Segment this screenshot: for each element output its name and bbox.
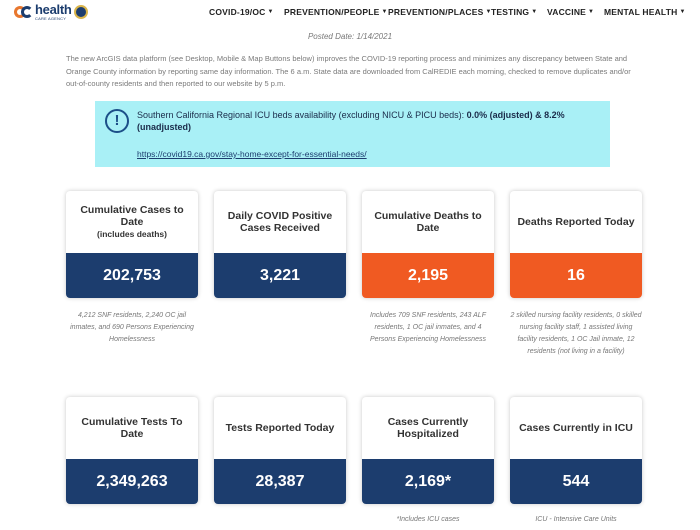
caret-down-icon: ▼ bbox=[267, 9, 274, 15]
card-daily-positive-cases bbox=[214, 191, 346, 298]
card-value: 2,195 bbox=[362, 253, 494, 298]
card-title: Cumulative Deaths to Date bbox=[374, 210, 482, 234]
caret-down-icon: ▼ bbox=[588, 9, 595, 15]
nav-item-prevention-people[interactable]: PREVENTION/PEOPLE ▼ bbox=[284, 7, 388, 17]
card-value: 544 bbox=[510, 459, 642, 504]
card-value: 2,169* bbox=[362, 459, 494, 504]
card-subtitle: (includes deaths) bbox=[97, 229, 167, 239]
top-navigation bbox=[0, 0, 700, 24]
logo-subtitle: CARE AGENCY bbox=[35, 16, 67, 21]
alert-bold-value: 0.0% (adjusted) & 8.2% (unadjusted) bbox=[137, 110, 565, 132]
stay-home-link[interactable]: https://covid19.ca.gov/stay-home-except-for-essential-needs/ bbox=[137, 149, 367, 159]
note-deaths-today: 2 skilled nursing facility residents, 0 skilled nursing facility staff, 1 assisted living facility residents, 1 OC Jail inmate, 12 residents (not living in a facility) bbox=[510, 312, 642, 355]
exclamation-circle-icon: ! bbox=[105, 109, 129, 133]
nav-item-mental-health[interactable]: MENTAL HEALTH ▼ bbox=[604, 7, 686, 17]
caret-down-icon: ▼ bbox=[485, 9, 492, 15]
card-title: Daily COVID Positive Cases Received bbox=[227, 210, 333, 234]
alert-text: Southern California Regional ICU beds availability (excluding NICU & PICU beds): 0.0% (adjusted) & 8.2% (unadjusted) bbox=[137, 110, 565, 132]
card-title: Cumulative Cases to Date bbox=[80, 204, 184, 228]
nav-item-covid19-oc[interactable]: COVID-19/OC ▼ bbox=[209, 7, 274, 17]
card-value: 16 bbox=[510, 253, 642, 298]
nav-item-testing[interactable]: TESTING ▼ bbox=[491, 7, 538, 17]
caret-down-icon: ▼ bbox=[679, 9, 686, 15]
card-deaths-today bbox=[510, 191, 642, 298]
card-hospitalized bbox=[362, 397, 494, 504]
card-value: 28,387 bbox=[214, 459, 346, 504]
caret-down-icon: ▼ bbox=[531, 9, 538, 15]
note-cumulative-deaths: Includes 709 SNF residents, 243 ALF residents, 1 OC jail inmates, and 4 Persons Experiencing Homelessness bbox=[370, 312, 486, 343]
icu-alert-box bbox=[95, 101, 610, 167]
logo-word: health bbox=[35, 2, 72, 17]
card-value: 2,349,263 bbox=[66, 459, 198, 504]
card-cumulative-deaths bbox=[362, 191, 494, 298]
card-title: Cumulative Tests To Date bbox=[81, 416, 183, 440]
intro-paragraph: The new ArcGIS data platform (see Desktop, Mobile & Map Buttons below) improves the COVID-19 reporting process and minimizes any discrepancy between State and Orange County information by reporting same day information. The 6 a.m. State data are downloaded from CalREDIE each morning, checked to remove duplicates and/or out-of-county residents and then reported to our website by 5 p.m. bbox=[66, 54, 631, 88]
note-cumulative-cases: 4,212 SNF residents, 2,240 OC jail inmates, and 690 Persons Experiencing Homelessness bbox=[70, 312, 194, 343]
card-value: 3,221 bbox=[214, 253, 346, 298]
note-icu: ICU - Intensive Care Units bbox=[535, 516, 617, 523]
logo-mark-icon bbox=[14, 4, 34, 20]
nav-item-prevention-places[interactable]: PREVENTION/PLACES ▼ bbox=[388, 7, 492, 17]
caret-down-icon: ▼ bbox=[381, 9, 388, 15]
card-cumulative-tests bbox=[66, 397, 198, 504]
posted-date: Posted Date: 1/14/2021 bbox=[307, 32, 393, 41]
card-title: Tests Reported Today bbox=[225, 422, 335, 434]
card-icu bbox=[510, 397, 642, 504]
card-cumulative-cases bbox=[66, 191, 198, 298]
card-title: Cases Currently in ICU bbox=[519, 422, 633, 434]
site-logo[interactable] bbox=[14, 3, 88, 21]
card-value: 202,753 bbox=[66, 253, 198, 298]
card-tests-today bbox=[214, 397, 346, 504]
note-hospitalized: *Includes ICU cases bbox=[396, 516, 460, 523]
county-seal-icon bbox=[74, 5, 88, 19]
card-title: Deaths Reported Today bbox=[517, 216, 635, 228]
card-title: Cases Currently Hospitalized bbox=[387, 416, 469, 440]
nav-item-vaccine[interactable]: VACCINE ▼ bbox=[547, 7, 595, 17]
